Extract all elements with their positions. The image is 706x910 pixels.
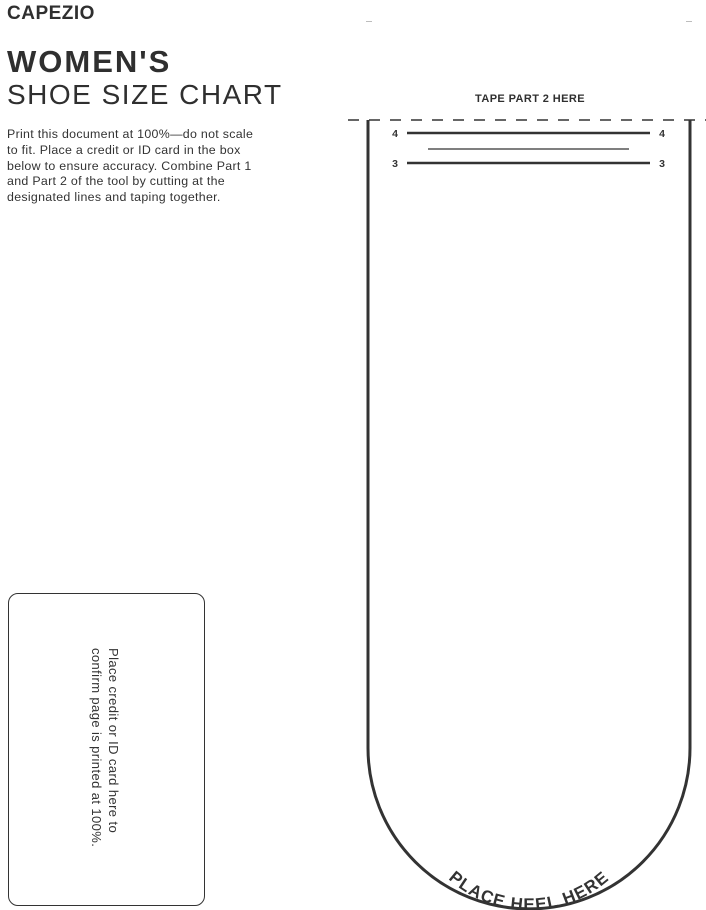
instruction-line: Print this document at 100%—do not scale — [7, 127, 254, 141]
instruction-line: to fit. Place a credit or ID card in the box — [7, 142, 241, 157]
heel-label — [445, 867, 612, 910]
card-instruction-line: confirm page is printed at 100%. — [89, 648, 104, 848]
card-instruction-line: Place credit or ID card here to — [106, 648, 121, 834]
page-subtitle: SHOE SIZE CHART — [7, 79, 283, 110]
instruction-line: and Part 2 of the tool by cutting at the — [7, 174, 225, 189]
tape-part-label: TAPE PART 2 HERE — [475, 93, 585, 105]
id-card-instructions — [88, 648, 122, 848]
instruction-line: below to ensure accuracy. Combine Part 1 — [7, 158, 252, 173]
size-label-left: 4 — [392, 128, 398, 140]
size-label-right: 4 — [659, 128, 665, 140]
instruction-line: designated lines and taping together. — [7, 190, 221, 205]
gauge-outline — [368, 120, 690, 909]
page-title: WOMEN'S — [7, 44, 172, 79]
size-label-left: 3 — [392, 158, 398, 170]
size-label-right: 3 — [659, 158, 665, 170]
heel-label-text: PLACE HEEL HERE — [445, 867, 613, 910]
brand-logo-text: CAPEZIO — [7, 3, 95, 24]
